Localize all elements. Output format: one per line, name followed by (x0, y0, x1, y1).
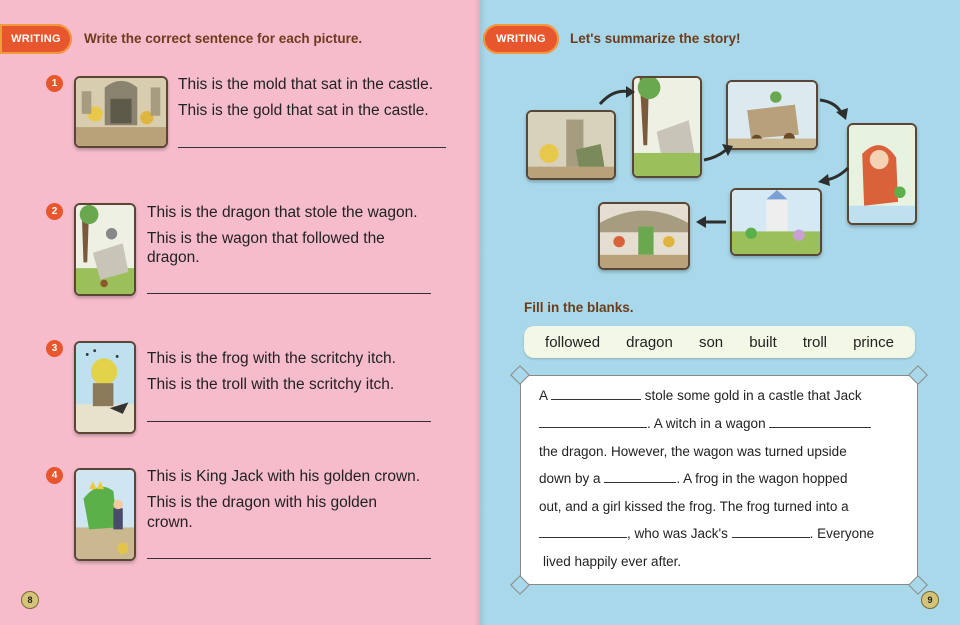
blank-4[interactable] (604, 482, 676, 483)
writing-tag-label: WRITING (11, 33, 61, 45)
blank-2[interactable] (539, 427, 647, 428)
story-picture-2 (632, 76, 702, 178)
blank-3[interactable] (769, 427, 871, 428)
question-number-3: 3 (46, 340, 63, 357)
question-number-4: 4 (46, 467, 63, 484)
story-text: . A witch in a wagon (647, 416, 766, 431)
story-picture-3 (726, 80, 818, 150)
story-picture-6 (598, 202, 690, 270)
story-text: A (539, 388, 548, 403)
word-bank-item: son (698, 333, 724, 351)
dragon-wagon-picture (74, 203, 136, 296)
q2-option-2-cont[interactable]: dragon. (147, 249, 200, 266)
story-text: , who was Jack's (627, 526, 728, 541)
word-bank-item: built (749, 333, 777, 351)
blank-5[interactable] (539, 537, 627, 538)
story-picture-1 (526, 110, 616, 180)
story-text: stole some gold in a castle that Jack (644, 388, 862, 403)
q1-option-1[interactable]: This is the mold that sat in the castle. (178, 76, 434, 93)
q3-option-2[interactable]: This is the troll with the scritchy itch. (147, 376, 395, 393)
q4-option-2[interactable]: This is the dragon with his golden (147, 494, 378, 511)
castle-gold-picture (74, 76, 168, 148)
dragon-crown-picture (74, 468, 136, 561)
question-number-2: 2 (46, 203, 63, 220)
troll-picture (74, 341, 136, 434)
story-line-7: lived happily ever after. (543, 554, 682, 569)
writing-tag (483, 24, 559, 54)
word-bank (524, 326, 915, 358)
fill-blanks-title: Fill in the blanks. (524, 300, 634, 315)
word-bank-item: followed (545, 333, 601, 351)
page-title: Let's summarize the story! (570, 31, 741, 46)
arrow-icon (816, 166, 850, 188)
story-line-6 (539, 526, 901, 541)
word-bank-item: troll (802, 333, 827, 351)
story-line-1 (539, 388, 901, 403)
q2-option-1[interactable]: This is the dragon that stole the wagon. (147, 204, 418, 221)
word-bank-item: dragon (626, 333, 673, 351)
question-number-1: 1 (46, 75, 63, 92)
blank-6[interactable] (732, 537, 810, 538)
arrow-icon (694, 214, 728, 230)
arrow-icon (598, 84, 636, 108)
story-line-4 (539, 471, 901, 486)
q2-option-2[interactable]: This is the wagon that followed the (147, 230, 385, 247)
story-line-2 (539, 416, 901, 431)
q2-answer-line[interactable] (147, 293, 431, 294)
story-line-5: out, and a girl kissed the frog. The frog turned into a (539, 499, 849, 514)
story-text: . A frog in the wagon hopped (676, 471, 848, 486)
story-summary-box (520, 375, 918, 585)
q3-answer-line[interactable] (147, 421, 431, 422)
story-text: . Everyone (809, 526, 875, 541)
q4-option-1[interactable]: This is King Jack with his golden crown. (147, 468, 421, 485)
right-page (480, 0, 960, 625)
story-picture-4 (847, 123, 917, 225)
q4-option-2-cont[interactable]: crown. (147, 514, 193, 531)
page-number-left: 8 (21, 591, 39, 609)
arrow-icon (818, 96, 850, 122)
page-title: Write the correct sentence for each picture. (84, 31, 363, 46)
story-picture-5 (730, 188, 822, 256)
page-number-right: 9 (921, 591, 939, 609)
q3-option-1[interactable]: This is the frog with the scritchy itch. (147, 350, 396, 367)
q1-option-2[interactable]: This is the gold that sat in the castle. (178, 102, 429, 119)
word-bank-item: prince (853, 333, 894, 351)
q4-answer-line[interactable] (147, 558, 431, 559)
q1-answer-line[interactable] (178, 147, 446, 148)
story-text: down by a (539, 471, 601, 486)
book-spine (474, 0, 486, 625)
writing-tag (0, 24, 72, 54)
blank-1[interactable] (551, 399, 641, 400)
story-line-3: the dragon. However, the wagon was turned upside (539, 444, 847, 459)
arrow-icon (702, 142, 734, 164)
writing-tag-label: WRITING (496, 33, 546, 45)
